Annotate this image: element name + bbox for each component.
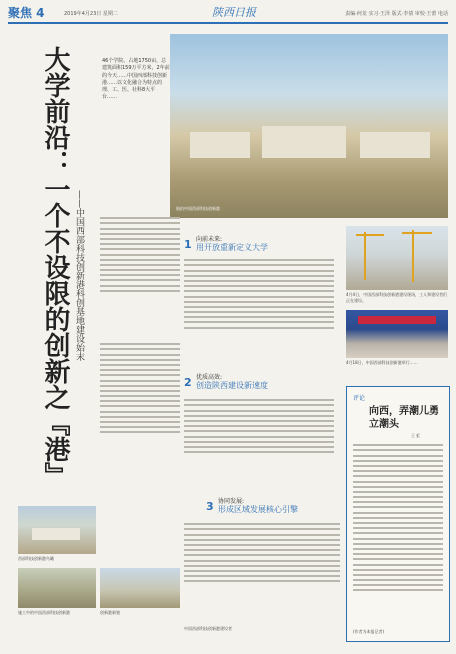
section-2-kicker: 优质高效: xyxy=(196,374,223,381)
ceremony-photo-caption: 4月18日，中国西部科技创新港举行…… xyxy=(346,360,418,365)
section-3-heading xyxy=(218,498,298,514)
sub-headline: ——中国西部科技创新港科创基地建设始末 xyxy=(74,190,84,361)
ceremony-photo xyxy=(346,310,448,358)
hero-aerial-photo xyxy=(170,34,448,218)
commentary-endnote: (作者为本报记者) xyxy=(353,629,385,634)
issue-date: 2019年4月23日 星期二 xyxy=(64,11,118,17)
new-look-photo xyxy=(100,568,180,608)
construction-cranes-photo xyxy=(346,226,448,290)
section-2-heading xyxy=(196,374,268,390)
section-3-title: 形成区域发展核心引擎 xyxy=(218,505,298,514)
page-header xyxy=(8,4,448,24)
body-text-section3 xyxy=(184,520,340,620)
body-text-col2 xyxy=(100,340,180,490)
lead-paragraph: 46个学院、占地1750亩，总建筑面积159万平方米，2年前的今天……中国西部科技创新港……以文化融合为特点的理、工、医、社科8大平台…… xyxy=(102,58,170,101)
campus-overview-photo xyxy=(18,506,96,554)
new-look-caption: 创新港新貌 xyxy=(100,610,120,615)
section-3-number: 3 xyxy=(206,500,214,513)
section-1-number: 1 xyxy=(184,238,192,251)
body-text-col1 xyxy=(100,214,180,334)
section-2-number: 2 xyxy=(184,376,192,389)
builders-caption: 中国西部科技创新港建设者 xyxy=(184,626,232,631)
newspaper-brand: 陕西日报 xyxy=(212,6,256,19)
section-2-title: 创造陕西建设新速度 xyxy=(196,381,268,390)
section-label: 聚焦 4 xyxy=(8,6,45,20)
campus-overview-caption: 西部科技创新港鸟瞰 xyxy=(18,556,54,561)
section-3-kicker: 协同发展: xyxy=(218,498,245,505)
section-1-kicker: 向前未来: xyxy=(196,236,223,243)
construction-site-photo xyxy=(18,568,96,608)
hero-caption: 航拍中国西部科技创新港 xyxy=(176,206,220,211)
main-headline: 大学前沿：一个不设限的创新之『港』 xyxy=(40,46,70,488)
section-1-heading xyxy=(196,236,268,252)
section-1-title: 用开放重新定义大学 xyxy=(196,243,268,252)
commentary-title: 向西，弄潮儿勇立潮头 xyxy=(369,406,439,430)
commentary-tag: 评论 xyxy=(353,395,366,402)
body-text-section1 xyxy=(184,256,334,368)
commentary-text xyxy=(353,441,443,627)
commentary-box xyxy=(346,386,450,642)
construction-site-caption: 施工中的中国西部科技创新港 xyxy=(18,610,70,615)
editor-credits: 责编·何龙 实习·王泽 版式·李倩 审校·王蕾 电话 xyxy=(345,11,448,17)
commentary-author: 王 虹 xyxy=(411,433,421,438)
cranes-photo-caption: 4月4日，中国西部科技创新港建设现场，工人和建设者们正在建设。 xyxy=(346,292,448,303)
body-text-section2 xyxy=(184,396,334,486)
